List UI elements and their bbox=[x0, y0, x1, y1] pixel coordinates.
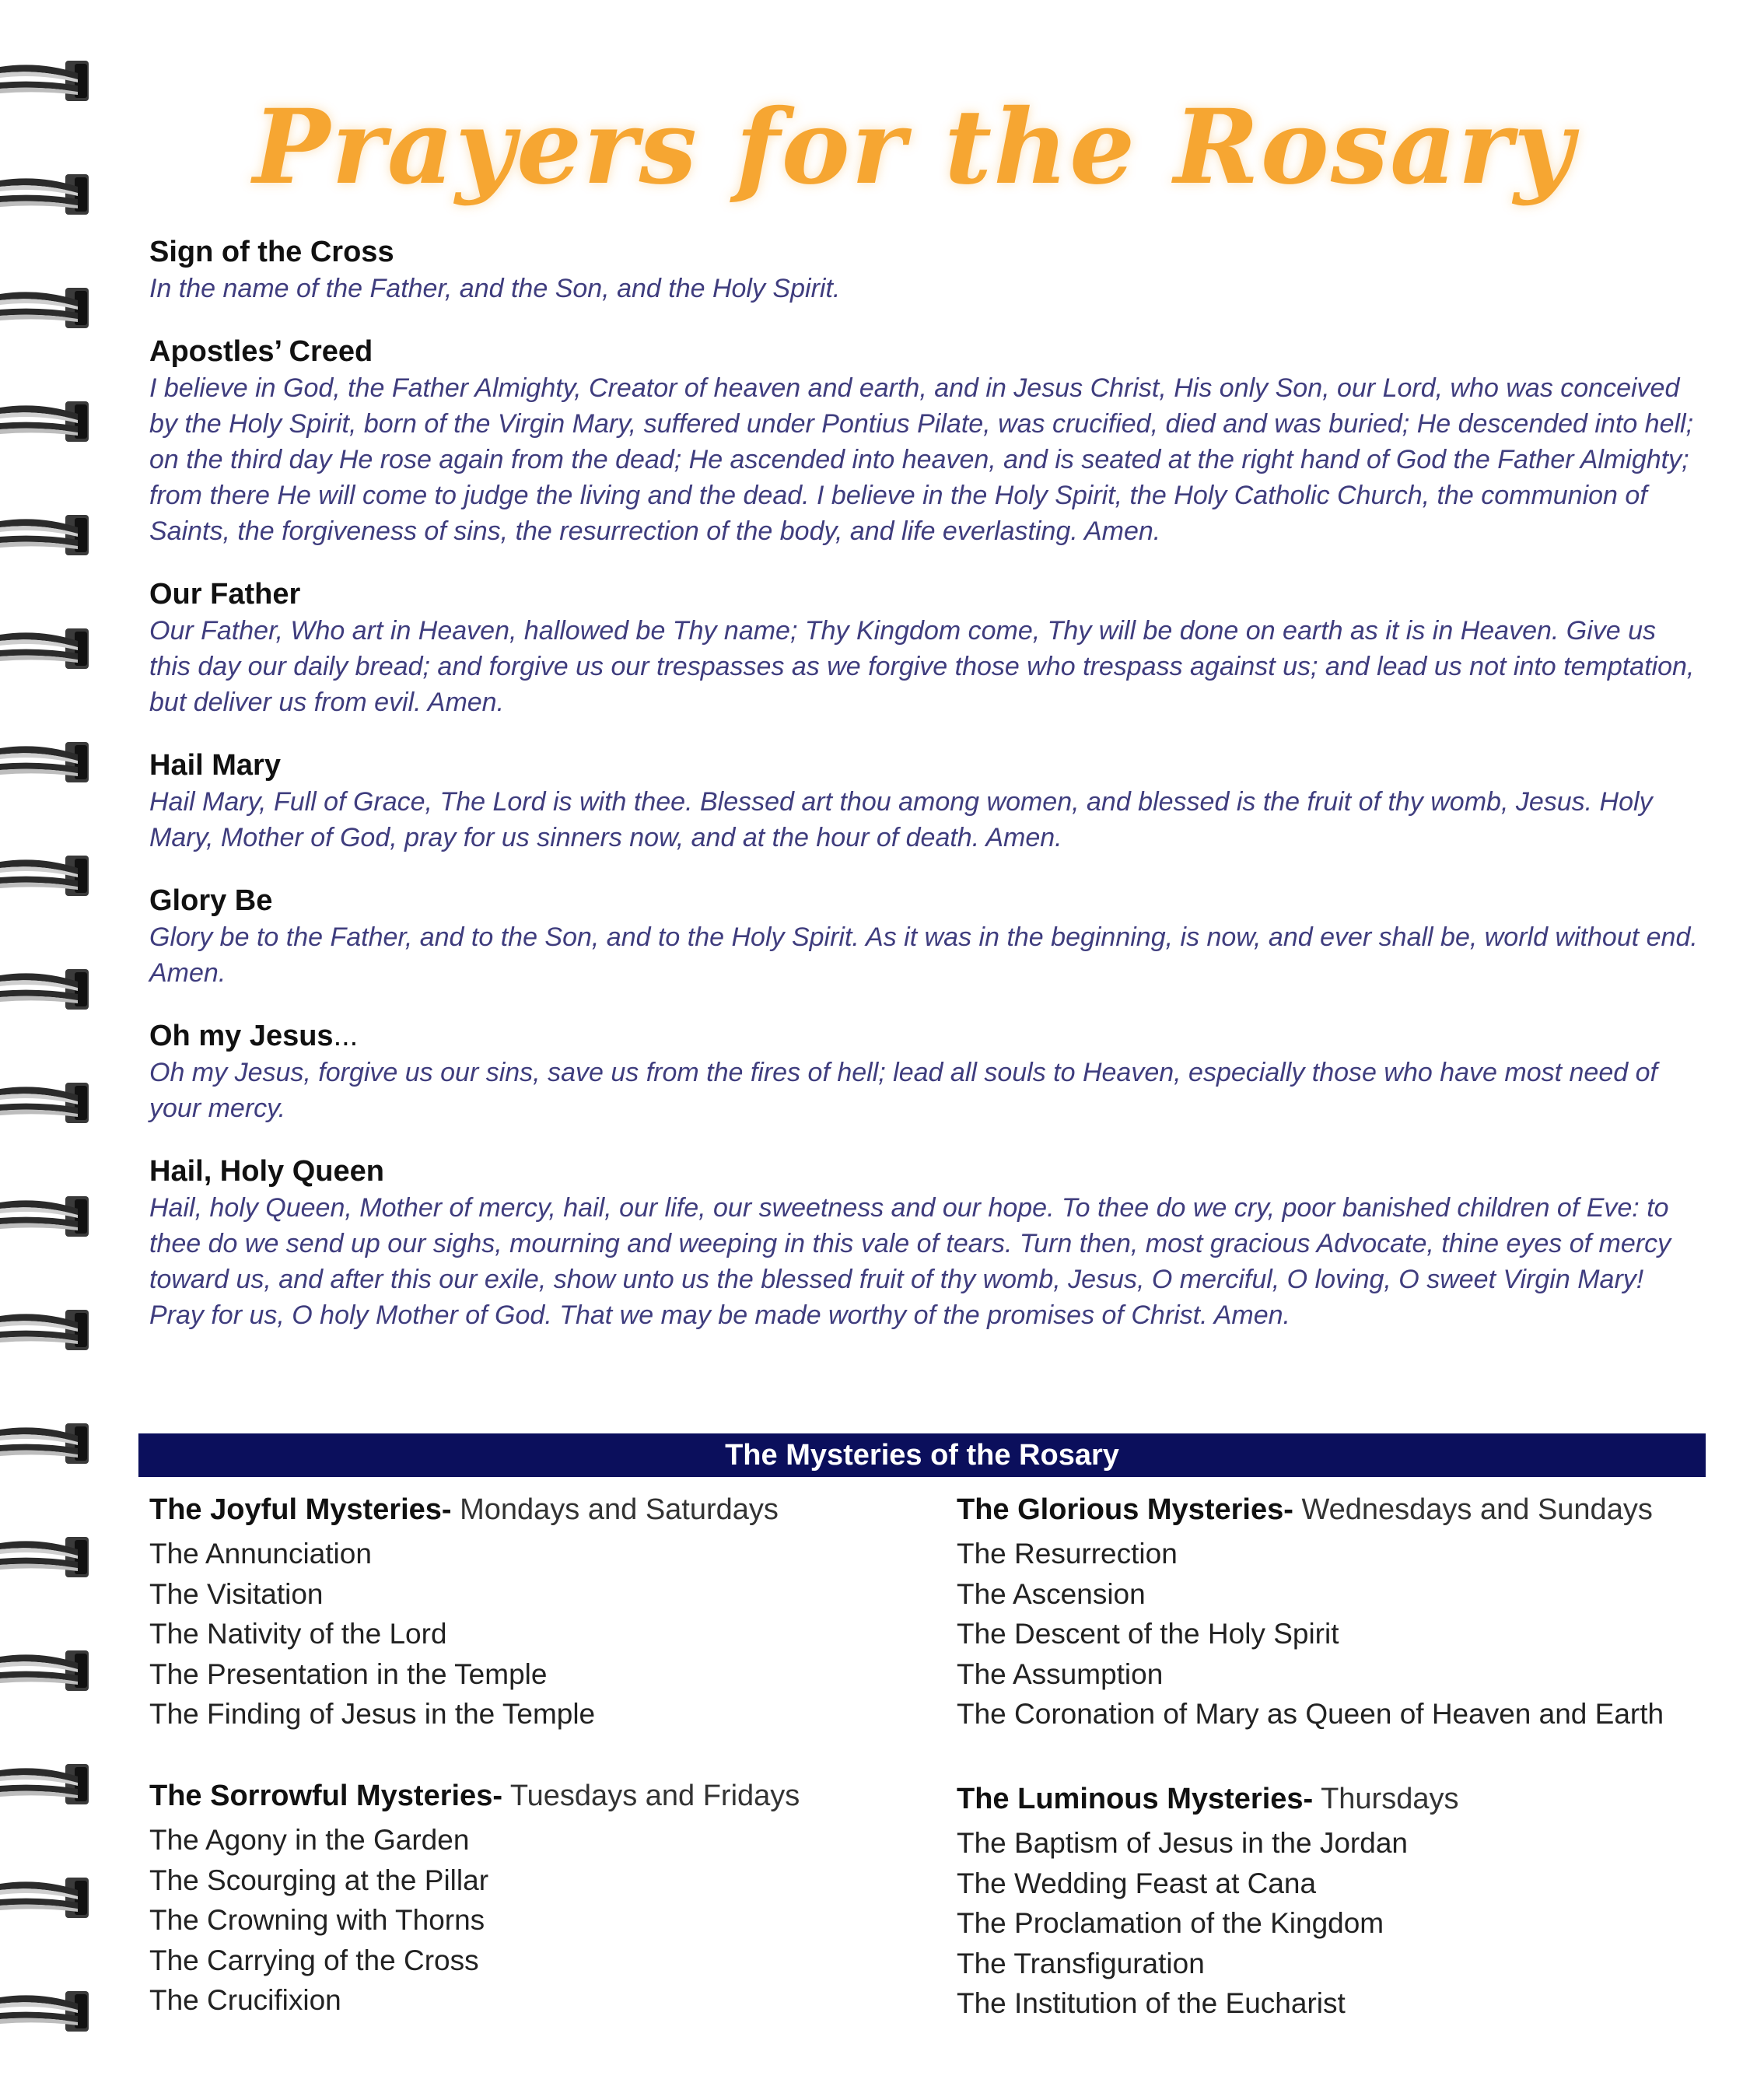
prayer-text: Hail, holy Queen, Mother of mercy, hail, our life, our sweetness and our hope. To thee do we cry, poor banished children of Eve: to thee do we send up our sighs, mourning and weeping in this vale of tears. Turn then, most gracious Advocate, thine eyes of mercy toward us, and after this our exile, show unto us the blessed fruit of thy womb, Jesus, O merciful, O loving, O sweet Virgin Mary! Pray for us, O holy Mother of God. That we may be made worthy of the promises of Christ. Amen. bbox=[149, 1193, 1671, 1330]
mystery-group-name: The Sorrowful Mysteries- bbox=[149, 1780, 502, 1812]
prayer-title bbox=[149, 1017, 1701, 1055]
mystery-group-name: The Luminous Mysteries- bbox=[957, 1783, 1314, 1815]
list-item: The Institution of the Eucharist bbox=[957, 1987, 1346, 2019]
prayer-title: Apostles’ Creed bbox=[149, 335, 373, 368]
prayer-title: Hail, Holy Queen bbox=[149, 1155, 384, 1188]
prayer-glory-be bbox=[149, 882, 1701, 991]
binding-ring bbox=[0, 283, 93, 333]
binding-ring bbox=[0, 397, 93, 446]
joyful-mysteries bbox=[149, 1490, 927, 1734]
binding-ring bbox=[0, 1759, 93, 1809]
list-item: The Descent of the Holy Spirit bbox=[957, 1618, 1339, 1650]
mystery-group-days: Tuesdays and Fridays bbox=[502, 1780, 800, 1812]
list-item: The Wedding Feast at Cana bbox=[957, 1867, 1317, 1899]
prayer-title: Glory Be bbox=[149, 884, 273, 917]
binding-ring bbox=[0, 1305, 93, 1355]
prayer-title: Our Father bbox=[149, 578, 301, 611]
binding-ring bbox=[0, 1646, 93, 1696]
glorious-mysteries bbox=[957, 1490, 1734, 1734]
prayer-hail-mary bbox=[149, 747, 1701, 856]
mystery-group-name: The Glorious Mysteries- bbox=[957, 1493, 1293, 1526]
list-item: The Carrying of the Cross bbox=[149, 1944, 479, 1976]
prayer-text: In the name of the Father, and the Son, and the Holy Spirit. bbox=[149, 274, 841, 303]
mystery-group-heading bbox=[149, 1776, 927, 1815]
mystery-group-days: Thursdays bbox=[1313, 1783, 1459, 1815]
binding-ring bbox=[0, 624, 93, 674]
list-item: The Transfiguration bbox=[957, 1947, 1205, 1979]
list-item: The Resurrection bbox=[957, 1538, 1178, 1570]
prayer-text: Our Father, Who art in Heaven, hallowed be Thy name; Thy Kingdom come, Thy will be done on earth as it is in Heaven. Give us this day our daily bread; and forgive us our trespasses as we forgive those who trespass against us; and lead us not into temptation, but deliver us from evil. Amen. bbox=[149, 616, 1695, 717]
prayer-title: Hail Mary bbox=[149, 749, 281, 782]
list-item: The Crucifixion bbox=[149, 1984, 341, 2016]
mystery-group-heading bbox=[957, 1780, 1734, 1818]
luminous-mysteries bbox=[957, 1780, 1734, 2024]
list-item: The Scourging at the Pillar bbox=[149, 1864, 489, 1896]
sorrowful-mysteries bbox=[149, 1776, 927, 2021]
binding-ring bbox=[0, 1532, 93, 1582]
binding-ring bbox=[0, 510, 93, 560]
mystery-group-heading bbox=[149, 1490, 927, 1529]
list-item: The Nativity of the Lord bbox=[149, 1618, 447, 1650]
mysteries-banner: The Mysteries of the Rosary bbox=[138, 1433, 1706, 1477]
prayer-title: Sign of the Cross bbox=[149, 236, 394, 268]
page-title: Prayers for the Rosary bbox=[253, 87, 1575, 208]
prayer-text: Oh my Jesus, forgive us our sins, save us from the fires of hell; lead all souls to Heaven, especially those who have most need of your mercy. bbox=[149, 1058, 1657, 1123]
binding-ring bbox=[0, 1078, 93, 1128]
list-item: The Assumption bbox=[957, 1657, 1164, 1690]
binding-ring bbox=[0, 964, 93, 1014]
prayer-our-father bbox=[149, 576, 1701, 720]
prayer-title-ellipsis: ... bbox=[333, 1020, 359, 1052]
prayer-oh-my-jesus bbox=[149, 1017, 1701, 1126]
mystery-group-heading bbox=[957, 1490, 1734, 1529]
list-item: The Finding of Jesus in the Temple bbox=[149, 1698, 596, 1730]
list-item: The Ascension bbox=[957, 1577, 1146, 1610]
list-item: The Crowning with Thorns bbox=[149, 1904, 485, 1936]
prayers-section bbox=[149, 233, 1701, 1360]
prayer-hail-holy-queen bbox=[149, 1153, 1701, 1333]
prayer-text: Glory be to the Father, and to the Son, and to the Holy Spirit. As it was in the beginning, is now, and ever shall be, world without end. Amen. bbox=[149, 922, 1698, 988]
list-item: The Proclamation of the Kingdom bbox=[957, 1907, 1384, 1939]
list-item: The Coronation of Mary as Queen of Heaven and Earth bbox=[957, 1698, 1664, 1730]
list-item: The Presentation in the Temple bbox=[149, 1657, 548, 1690]
list-item: The Baptism of Jesus in the Jordan bbox=[957, 1827, 1408, 1859]
prayer-text: Hail Mary, Full of Grace, The Lord is with thee. Blessed art thou among women, and blessed is the fruit of thy womb, Jesus. Holy Mary, Mother of God, pray for us sinners now, and at the hour of death. Amen. bbox=[149, 787, 1653, 852]
spiral-binding bbox=[0, 0, 109, 2100]
prayer-sign-of-the-cross bbox=[149, 233, 1701, 306]
binding-ring bbox=[0, 1419, 93, 1468]
prayer-text: I believe in God, the Father Almighty, Creator of heaven and earth, and in Jesus Christ, His only Son, our Lord, who was conceived by the Holy Spirit, born of the Virgin Mary, suffered under Pontius Pilate, was crucified, died and was buried; He descended into hell; on the third day He rose again from the dead; He ascended into heaven, and is seated at the right hand of God the Father Almighty; from there He will come to judge the living and the dead. I believe in the Holy Spirit, the Holy Catholic Church, the communion of Saints, the forgiveness of sins, the resurrection of the body, and life everlasting. Amen. bbox=[149, 373, 1694, 546]
binding-ring bbox=[0, 851, 93, 901]
binding-ring bbox=[0, 737, 93, 787]
mystery-group-days: Mondays and Saturdays bbox=[451, 1493, 779, 1526]
mystery-group-name: The Joyful Mysteries- bbox=[149, 1493, 452, 1526]
binding-ring bbox=[0, 1192, 93, 1241]
list-item: The Agony in the Garden bbox=[149, 1824, 470, 1856]
mystery-group-days: Wednesdays and Sundays bbox=[1293, 1493, 1653, 1526]
binding-ring bbox=[0, 1986, 93, 2036]
binding-ring bbox=[0, 56, 93, 106]
list-item: The Annunciation bbox=[149, 1538, 372, 1570]
prayer-apostles-creed bbox=[149, 333, 1701, 549]
binding-ring bbox=[0, 1873, 93, 1923]
prayer-title-text: Oh my Jesus bbox=[149, 1020, 334, 1052]
binding-ring bbox=[0, 170, 93, 219]
list-item: The Visitation bbox=[149, 1577, 324, 1610]
